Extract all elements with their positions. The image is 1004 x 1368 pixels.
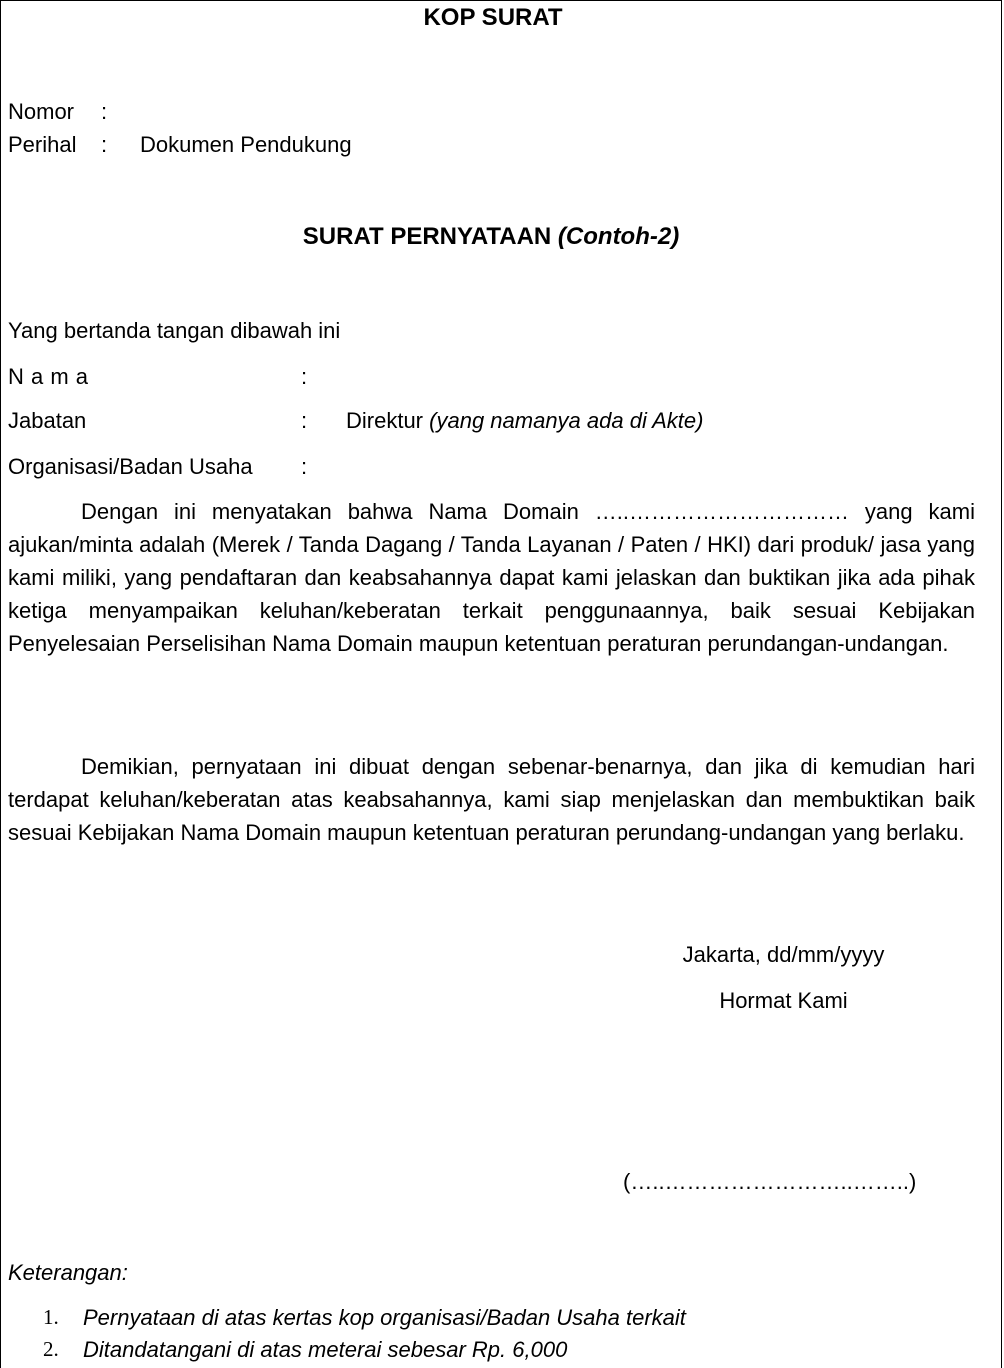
nomor-label: Nomor <box>8 99 75 124</box>
nomor-colon: : <box>101 99 108 124</box>
nama-label: N a m a <box>8 364 89 389</box>
paragraph-statement-text: Dengan ini menyatakan bahwa Nama Domain …..………………………… yang kami ajukan/minta adalah (Merek / Tanda Dagang / Tanda Layanan / Paten / HKI) dari produk/ jasa yang kami miliki, yang pendaftaran dan keabsahannya dapat kami jelaskan dan buktikan jika ada pihak ketiga menyampaikan keluhan/keberatan terkait penggunaannya, baik sesuai Kebijakan Penyelesaian Perselisihan Nama Domain maupun ketentuan peraturan perundangan-undangan. <box>8 499 975 656</box>
note-item: Pernyataan di atas kertas kop organisasi/Badan Usaha terkait <box>83 1305 686 1330</box>
jabatan-value: Direktur <box>346 408 424 433</box>
intro-text: Yang bertanda tangan dibawah ini <box>8 318 341 343</box>
paragraph-closing-text: Demikian, pernyataan ini dibuat dengan sebenar-benarnya, dan jika di kemudian hari terdapat keluhan/keberatan atas keabsahannya, kami siap menjelaskan dan membuktikan baik sesuai Kebijakan Nama Domain maupun ketentuan peraturan perundang-undangan yang berlaku. <box>8 754 975 845</box>
place-date: Jakarta, dd/mm/yyyy <box>682 942 885 967</box>
title-main: SURAT PERNYATAAN <box>302 223 552 250</box>
jabatan-value-group <box>346 404 704 437</box>
document-title <box>1 219 981 255</box>
perihal-label: Perihal <box>8 132 77 157</box>
notes-heading: Keterangan: <box>8 1260 128 1285</box>
letterhead: KOP SURAT <box>423 4 563 31</box>
title-sub: (Contoh-2) <box>557 223 680 250</box>
note-number: 1. <box>43 1305 59 1329</box>
jabatan-colon: : <box>301 408 308 433</box>
note-number: 2. <box>43 1337 59 1361</box>
perihal-colon: : <box>101 132 108 157</box>
organisasi-label: Organisasi/Badan Usaha <box>8 454 253 479</box>
nama-colon: : <box>301 364 308 389</box>
perihal-value: Dokumen Pendukung <box>140 132 352 157</box>
organisasi-colon: : <box>301 454 308 479</box>
jabatan-label: Jabatan <box>8 408 87 433</box>
jabatan-note: (yang namanya ada di Akte) <box>429 408 704 433</box>
closing-salutation: Hormat Kami <box>719 988 848 1013</box>
signature-name-line: (…..……………………..……..) <box>623 1169 917 1194</box>
paragraph-statement <box>8 495 975 660</box>
paragraph-closing <box>8 750 975 849</box>
note-item: Ditandatangani di atas meterai sebesar Rp. 6,000 <box>83 1337 568 1362</box>
